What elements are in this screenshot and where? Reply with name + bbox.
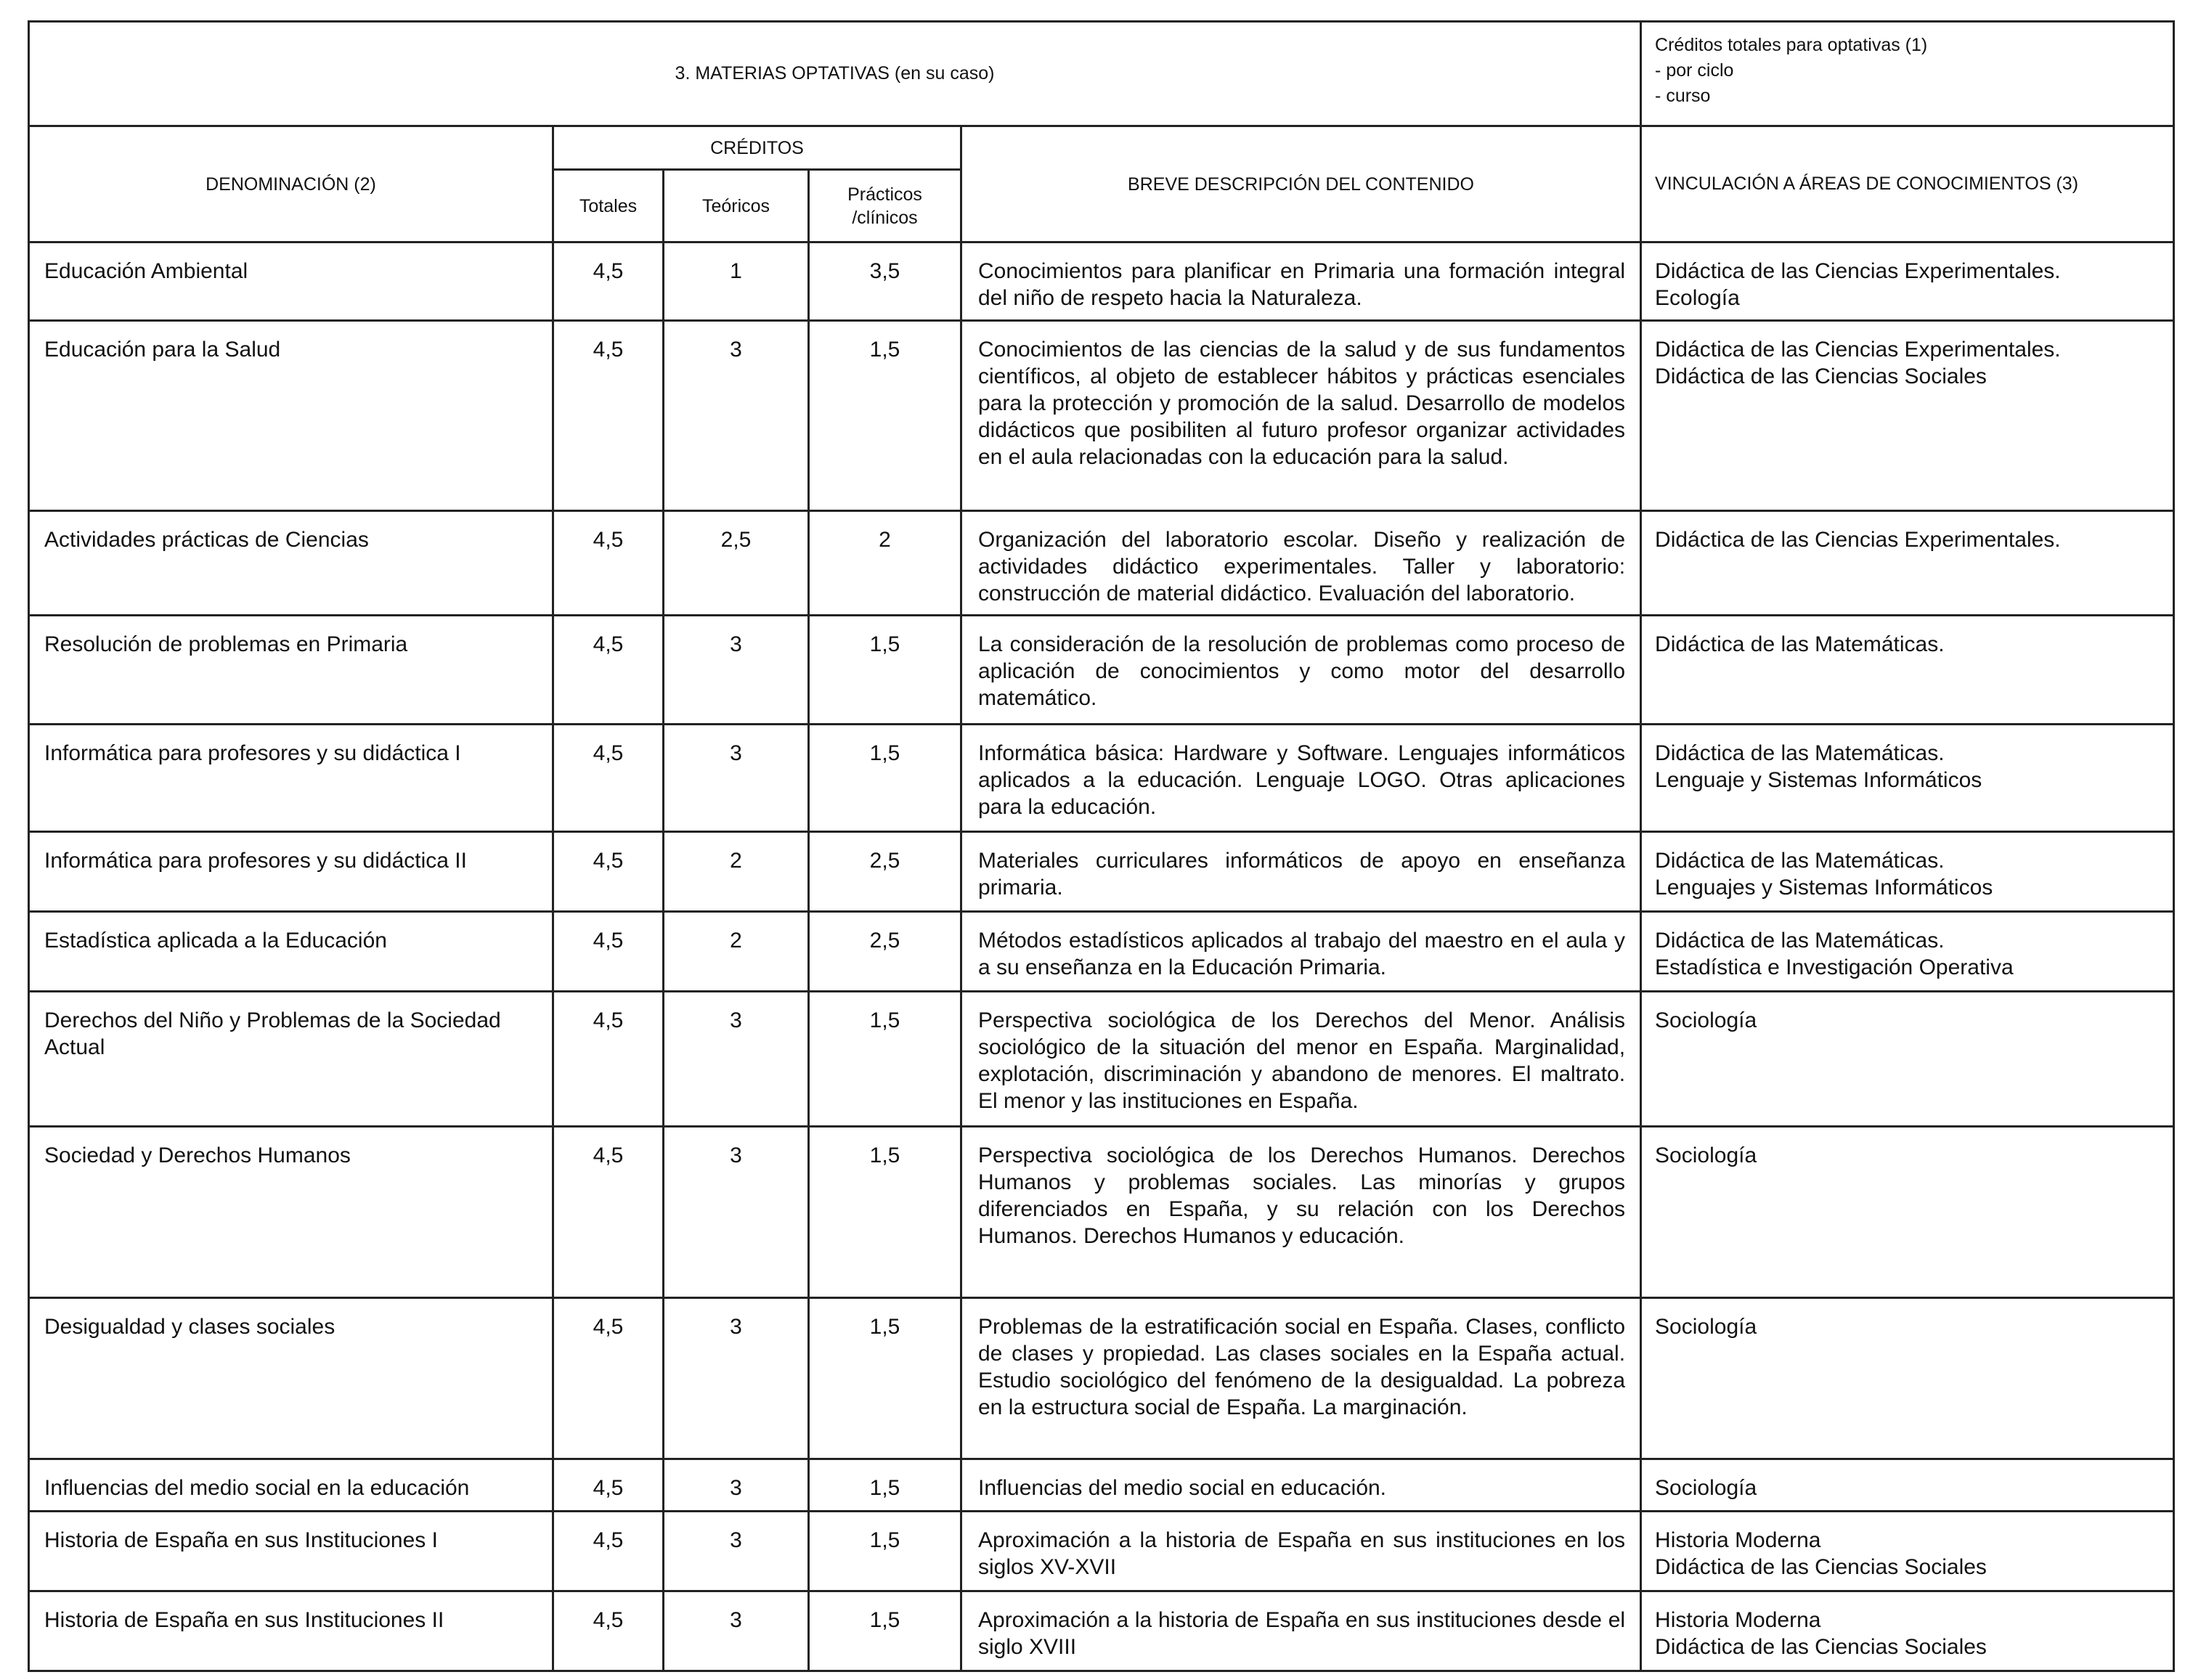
credits-totales: 4,5	[553, 321, 664, 511]
knowledge-area: Lenguajes y Sistemas Informáticos	[1655, 876, 1993, 900]
credits-teoricos: 3	[664, 1298, 809, 1459]
knowledge-areas	[1641, 1127, 2174, 1298]
content-description: Informática básica: Hardware y Software. Lenguajes informáticos aplicados a la educación. Lenguaje LOGO. Otras aplicaciones para la educación.	[961, 725, 1641, 832]
credits-note-line: - curso	[1655, 86, 1711, 106]
credits-totales: 4,5	[553, 912, 664, 992]
content-description: Conocimientos para planificar en Primaria una formación integral del niño de respeto hacia la Naturaleza.	[961, 242, 1641, 321]
column-header-row	[29, 126, 2174, 170]
table-row	[29, 1298, 2174, 1459]
knowledge-area: Ecología	[1655, 286, 1740, 310]
knowledge-area: Didáctica de las Matemáticas.	[1655, 929, 1945, 953]
knowledge-area: Didáctica de las Ciencias Sociales	[1655, 1635, 1987, 1659]
subject-name: Influencias del medio social en la educación	[29, 1459, 553, 1512]
credits-totales: 4,5	[553, 832, 664, 912]
subject-name: Estadística aplicada a la Educación	[29, 912, 553, 992]
credits-practicos: 1,5	[809, 992, 961, 1127]
credits-totales: 4,5	[553, 992, 664, 1127]
header-creditos: CRÉDITOS	[553, 126, 961, 170]
header-totales: Totales	[553, 170, 664, 242]
table-row	[29, 511, 2174, 616]
knowledge-areas	[1641, 912, 2174, 992]
content-description: Problemas de la estratificación social en España. Clases, conflicto de clases y propiedad. Las clases sociales en la España actual. Estudio sociológico del fenómeno de la desigualdad. La pobreza en la estructura social de España. La marginación.	[961, 1298, 1641, 1459]
table-row	[29, 1459, 2174, 1512]
credits-totales: 4,5	[553, 1298, 664, 1459]
credits-practicos: 1,5	[809, 725, 961, 832]
header-practicos	[809, 170, 961, 242]
credits-total-note	[1641, 22, 2174, 126]
content-description: Influencias del medio social en educación.	[961, 1459, 1641, 1512]
header-descripcion: BREVE DESCRIPCIÓN DEL CONTENIDO	[961, 126, 1641, 242]
knowledge-areas	[1641, 616, 2174, 725]
credits-totales: 4,5	[553, 511, 664, 616]
credits-practicos: 1,5	[809, 1459, 961, 1512]
credits-practicos: 1,5	[809, 1298, 961, 1459]
knowledge-area: Didáctica de las Ciencias Experimentales.	[1655, 528, 2061, 552]
credits-practicos: 1,5	[809, 321, 961, 511]
header-practicos-line2: /clínicos	[852, 207, 918, 228]
content-description: Materiales curriculares informáticos de apoyo en enseñanza primaria.	[961, 832, 1641, 912]
credits-teoricos: 3	[664, 321, 809, 511]
knowledge-areas	[1641, 1459, 2174, 1512]
credits-totales: 4,5	[553, 1459, 664, 1512]
content-description: Conocimientos de las ciencias de la salud y de sus fundamentos científicos, al objeto de establecer hábitos y prácticas esenciales para la protección y promoción de la salud. Desarrollo de modelos didácticos que posibiliten al futuro profesor organizar actividades en el aula relacionadas con la educación para la salud.	[961, 321, 1641, 511]
knowledge-area: Historia Moderna	[1655, 1608, 1821, 1632]
credits-note-line: - por ciclo	[1655, 60, 1734, 81]
knowledge-area: Sociología	[1655, 1143, 1757, 1167]
credits-totales: 4,5	[553, 1591, 664, 1671]
header-denominacion: DENOMINACIÓN (2)	[29, 126, 553, 242]
knowledge-area: Didáctica de las Ciencias Experimentales.	[1655, 259, 2061, 283]
knowledge-areas	[1641, 992, 2174, 1127]
content-description: Perspectiva sociológica de los Derechos del Menor. Análisis sociológico de la situación del menor en España. Marginalidad, explotación, discriminación y abandono de menores. El maltrato. El menor y las instituciones en España.	[961, 992, 1641, 1127]
knowledge-areas	[1641, 832, 2174, 912]
section-header-row	[29, 22, 2174, 126]
subject-name: Historia de España en sus Instituciones I	[29, 1512, 553, 1591]
credits-teoricos: 3	[664, 1591, 809, 1671]
credits-practicos: 1,5	[809, 1127, 961, 1298]
knowledge-area: Historia Moderna	[1655, 1528, 1821, 1552]
table-row	[29, 912, 2174, 992]
table-row	[29, 992, 2174, 1127]
subject-name: Informática para profesores y su didáctica I	[29, 725, 553, 832]
knowledge-area: Didáctica de las Ciencias Experimentales.	[1655, 338, 2061, 362]
credits-totales: 4,5	[553, 616, 664, 725]
credits-note-line: Créditos totales para optativas (1)	[1655, 35, 1928, 55]
subject-name: Educación para la Salud	[29, 321, 553, 511]
credits-teoricos: 3	[664, 1459, 809, 1512]
subject-name: Historia de España en sus Instituciones II	[29, 1591, 553, 1671]
knowledge-area: Lenguaje y Sistemas Informáticos	[1655, 768, 1982, 792]
knowledge-areas	[1641, 511, 2174, 616]
subject-name: Sociedad y Derechos Humanos	[29, 1127, 553, 1298]
credits-practicos: 1,5	[809, 1591, 961, 1671]
knowledge-area: Sociología	[1655, 1008, 1757, 1032]
optativas-table	[28, 20, 2175, 1672]
knowledge-area: Didáctica de las Matemáticas.	[1655, 849, 1945, 873]
knowledge-areas	[1641, 1591, 2174, 1671]
credits-totales: 4,5	[553, 242, 664, 321]
content-description: Organización del laboratorio escolar. Diseño y realización de actividades didáctico experimentales. Taller y laboratorio: construcción de material didáctico. Evaluación del laboratorio.	[961, 511, 1641, 616]
knowledge-area: Didáctica de las Matemáticas.	[1655, 741, 1945, 765]
knowledge-area: Didáctica de las Ciencias Sociales	[1655, 364, 1987, 388]
credits-practicos: 2,5	[809, 832, 961, 912]
credits-practicos: 2	[809, 511, 961, 616]
knowledge-area: Sociología	[1655, 1476, 1757, 1500]
table-row	[29, 321, 2174, 511]
knowledge-area: Sociología	[1655, 1315, 1757, 1339]
content-description: Aproximación a la historia de España en sus instituciones en los siglos XV-XVII	[961, 1512, 1641, 1591]
table-row	[29, 725, 2174, 832]
knowledge-area: Estadística e Investigación Operativa	[1655, 955, 2014, 979]
header-practicos-line1: Prácticos	[847, 184, 922, 205]
knowledge-area: Didáctica de las Ciencias Sociales	[1655, 1555, 1987, 1579]
credits-teoricos: 3	[664, 992, 809, 1127]
content-description: La consideración de la resolución de problemas como proceso de aplicación de conocimientos y como motor del desarrollo matemático.	[961, 616, 1641, 725]
table-row	[29, 832, 2174, 912]
credits-practicos: 1,5	[809, 616, 961, 725]
header-vinculacion: VINCULACIÓN A ÁREAS DE CONOCIMIENTOS (3)	[1641, 126, 2174, 242]
credits-totales: 4,5	[553, 1127, 664, 1298]
subject-name: Informática para profesores y su didáctica II	[29, 832, 553, 912]
credits-practicos: 3,5	[809, 242, 961, 321]
subject-name: Derechos del Niño y Problemas de la Sociedad Actual	[29, 992, 553, 1127]
credits-teoricos: 3	[664, 1127, 809, 1298]
content-description: Perspectiva sociológica de los Derechos Humanos. Derechos Humanos y problemas sociales. Las minorías y grupos diferenciados en España, y su relación con los Derechos Humanos. Derechos Humanos y educación.	[961, 1127, 1641, 1298]
knowledge-areas	[1641, 725, 2174, 832]
table-row	[29, 1127, 2174, 1298]
credits-totales: 4,5	[553, 1512, 664, 1591]
knowledge-areas	[1641, 1512, 2174, 1591]
content-description: Aproximación a la historia de España en sus instituciones desde el siglo XVIII	[961, 1591, 1641, 1671]
credits-teoricos: 1	[664, 242, 809, 321]
knowledge-areas	[1641, 321, 2174, 511]
credits-teoricos: 2,5	[664, 511, 809, 616]
credits-teoricos: 2	[664, 832, 809, 912]
table-row	[29, 242, 2174, 321]
subject-name: Resolución de problemas en Primaria	[29, 616, 553, 725]
knowledge-areas	[1641, 1298, 2174, 1459]
credits-teoricos: 3	[664, 1512, 809, 1591]
header-teoricos: Teóricos	[664, 170, 809, 242]
credits-teoricos: 3	[664, 616, 809, 725]
subject-name: Actividades prácticas de Ciencias	[29, 511, 553, 616]
knowledge-areas	[1641, 242, 2174, 321]
table-row	[29, 1591, 2174, 1671]
credits-totales: 4,5	[553, 725, 664, 832]
credits-teoricos: 3	[664, 725, 809, 832]
table-row	[29, 616, 2174, 725]
credits-practicos: 2,5	[809, 912, 961, 992]
credits-practicos: 1,5	[809, 1512, 961, 1591]
knowledge-area: Didáctica de las Matemáticas.	[1655, 632, 1945, 656]
table-row	[29, 1512, 2174, 1591]
credits-teoricos: 2	[664, 912, 809, 992]
section-title: 3. MATERIAS OPTATIVAS (en su caso)	[29, 22, 1641, 126]
subject-name: Desigualdad y clases sociales	[29, 1298, 553, 1459]
content-description: Métodos estadísticos aplicados al trabajo del maestro en el aula y a su enseñanza en la Educación Primaria.	[961, 912, 1641, 992]
subject-name: Educación Ambiental	[29, 242, 553, 321]
